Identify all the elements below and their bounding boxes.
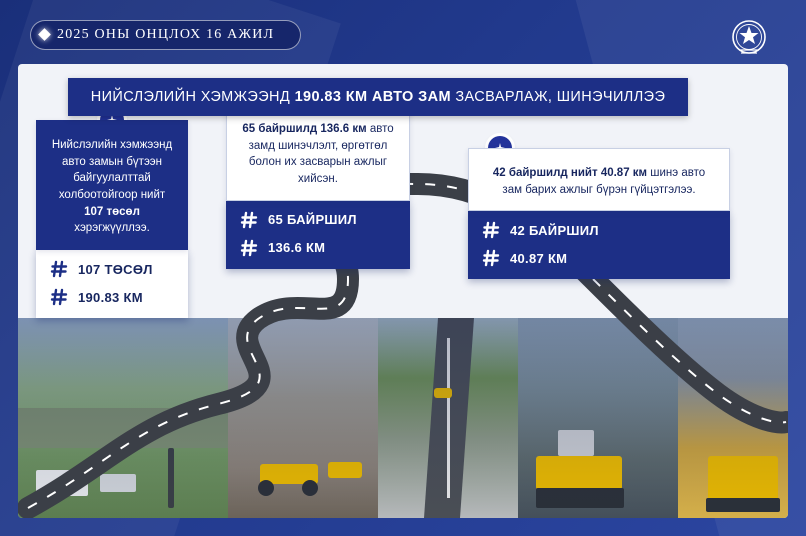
page-title-suffix: ЗАСВАРЛАЖ, ШИНЭЧИЛЛЭЭ <box>450 89 666 105</box>
stat-card-new-roads-body <box>468 148 730 211</box>
stat-card-renovation-text: 65 байршилд 136.6 км авто замд шинэчлэлт, өргөтгөл болон их засварын ажлыг хийсэн. <box>242 123 394 186</box>
hash-icon <box>482 221 500 239</box>
stat-label: 40.87 КМ <box>510 250 568 266</box>
photo-roller-machine <box>518 318 678 518</box>
stat-card-renovation-stats <box>226 201 410 269</box>
stat-card-projects-text: Нийслэлийн хэмжээнд авто замын бүтээн байгуулалттай холбоотойгоор нийт 107 төсөл хэрэгжүүллээ. <box>51 139 173 235</box>
page-title-prefix: НИЙСЛЭЛИЙН ХЭМЖЭЭНД <box>90 89 295 105</box>
stat-card-projects <box>36 120 188 318</box>
stat-row <box>50 288 174 306</box>
stat-row <box>50 260 174 278</box>
photo-grader-worksite <box>228 318 378 518</box>
hash-icon <box>50 288 68 306</box>
stat-card-projects-body <box>36 120 188 250</box>
stat-row <box>482 249 716 267</box>
header-badge <box>30 20 301 50</box>
hash-icon <box>50 260 68 278</box>
hash-icon <box>240 239 258 257</box>
stat-label: 65 БАЙРШИЛ <box>268 212 357 228</box>
stat-card-new-roads <box>468 148 730 279</box>
photo-strip <box>18 318 788 518</box>
stat-row <box>240 211 396 229</box>
stat-label: 190.83 КМ <box>78 289 143 305</box>
page-title <box>68 78 688 116</box>
hash-icon <box>240 211 258 229</box>
page-title-highlight: 190.83 КМ АВТО ЗАМ <box>294 89 451 105</box>
stat-label: 42 БАЙРШИЛ <box>510 222 599 238</box>
stat-card-new-roads-text: 42 байршилд нийт 40.87 км шинэ авто зам барих ажлыг бүрэн гүйцэтгэлээ. <box>492 167 706 196</box>
stat-card-renovation-body <box>226 104 410 201</box>
photo-countryside-road <box>18 318 228 518</box>
photo-paving-crew <box>678 318 788 518</box>
hash-icon <box>482 249 500 267</box>
photo-new-asphalt-road <box>378 318 518 518</box>
stat-card-projects-stats <box>36 250 188 318</box>
stat-card-new-roads-stats <box>468 211 730 279</box>
stat-row <box>240 239 396 257</box>
header-badge-label: 2025 ОНЫ ОНЦЛОХ 16 АЖИЛ <box>57 27 275 42</box>
content-panel <box>18 64 788 518</box>
stat-row <box>482 221 716 239</box>
city-emblem-icon <box>726 14 772 60</box>
stat-label: 136.6 КМ <box>268 240 326 256</box>
stat-card-renovation <box>226 104 410 269</box>
stat-label: 107 ТӨСӨЛ <box>78 261 153 277</box>
